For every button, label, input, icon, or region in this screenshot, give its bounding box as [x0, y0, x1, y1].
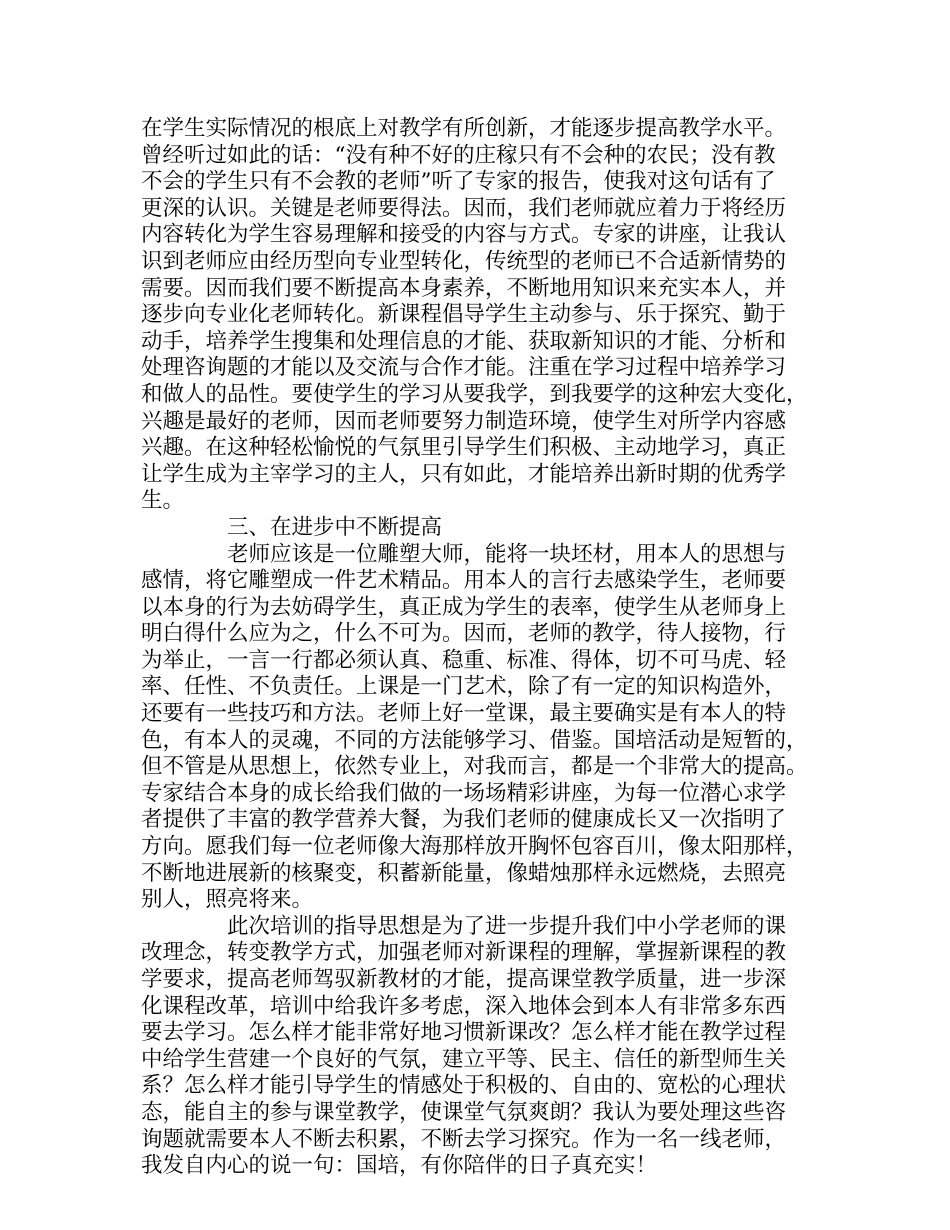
- text-line: 询题就需要本人不断去积累，不断去学习探究。作为一名一线老师，: [141, 1126, 787, 1152]
- text-line: 改理念，转变教学方式，加强老师对新课程的理解，掌握新课程的教: [141, 940, 787, 966]
- text-line: 在学生实际情况的根底上对教学有所创新，才能逐步提高教学水平。: [141, 116, 787, 141]
- text-line: 老师应该是一位雕塑大师，能将一块坯材，用本人的思想与: [227, 541, 787, 567]
- text-line: 和做人的品性。要使学生的学习从要我学，到我要学的这种宏大变化，: [141, 381, 808, 407]
- text-line: 明白得什么应为之，什么不可为。因而，老师的教学，待人接物，行: [141, 621, 787, 647]
- text-line: 兴趣。在这种轻松愉悦的气氛里引导学生们积极、主动地学习，真正: [141, 435, 787, 461]
- text-line: 处理咨询题的才能以及交流与合作才能。注重在学习过程中培养学习: [141, 355, 787, 381]
- text-line: 不会的学生只有不会教的老师”听了专家的报告，使我对这句话有了: [141, 169, 776, 195]
- text-line: 学要求，提高老师驾驭新教材的才能，提高课堂教学质量，进一步深: [141, 967, 787, 992]
- text-line: 还要有一些技巧和方法。老师上好一堂课，最主要确实是有本人的特: [141, 701, 787, 727]
- text-line: 为举止，一言一行都必须认真、稳重、标准、得体，切不可马虎、轻: [141, 647, 787, 673]
- text-line: 态，能自主的参与课堂教学，使课堂气氛爽朗？我认为要处理这些咨: [141, 1099, 787, 1125]
- text-line: 三、在进步中不断提高: [227, 514, 443, 540]
- text-line: 更深的认识。关键是老师要得法。因而，我们老师就应着力于将经历: [141, 195, 787, 221]
- text-line: 化课程改革，培训中给我许多考虑，深入地体会到本人有非常多东西: [141, 993, 787, 1019]
- text-line: 兴趣是最好的老师，因而老师要努力制造环境，使学生对所学内容感: [141, 408, 787, 434]
- text-line: 我发自内心的说一句：国培，有你陪伴的日子真充实！: [141, 1153, 658, 1179]
- text-line: 系？怎么样才能引导学生的情感处于积极的、自由的、宽松的心理状: [141, 1073, 787, 1099]
- text-line: 曾经听过如此的话：“没有种不好的庄稼只有不会种的农民；没有教: [141, 142, 776, 168]
- text-line: 此次培训的指导思想是为了进一步提升我们中小学老师的课: [227, 913, 787, 939]
- text-line: 要去学习。怎么样才能非常好地习惯新课改？怎么样才能在教学过程: [141, 1020, 787, 1046]
- text-line: 不断地进展新的核聚变，积蓄新能量，像蜡烛那样永远燃烧，去照亮: [141, 860, 787, 886]
- text-line: 者提供了丰富的教学营养大餐，为我们老师的健康成长又一次指明了: [141, 807, 787, 833]
- text-line: 识到老师应由经历型向专业型转化，传统型的老师已不合适新情势的: [141, 248, 787, 274]
- text-line: 感情，将它雕塑成一件艺术精品。用本人的言行去感染学生，老师要: [141, 568, 787, 594]
- text-line: 但不管是从思想上，依然专业上，对我而言，都是一个非常大的提高。: [141, 754, 808, 780]
- document-body-text: [141, 116, 831, 1180]
- text-line: 生。: [141, 488, 185, 514]
- text-line: 率、任性、不负责任。上课是一门艺术，除了有一定的知识构造外，: [141, 674, 787, 700]
- text-line: 需要。因而我们要不断提高本身素养，不断地用知识来充实本人，并: [141, 275, 787, 301]
- text-line: 动手，培养学生搜集和处理信息的才能、获取新知识的才能、分析和: [141, 328, 787, 354]
- text-line: 中给学生营建一个良好的气氛，建立平等、民主、信任的新型师生关: [141, 1046, 787, 1072]
- text-line: 专家结合本身的成长给我们做的一场场精彩讲座，为每一位潜心求学: [141, 780, 787, 806]
- text-line: 逐步向专业化老师转化。新课程倡导学生主动参与、乐于探究、勤于: [141, 302, 787, 328]
- text-line: 方向。愿我们每一位老师像大海那样放开胸怀包容百川，像太阳那样，: [141, 834, 808, 860]
- text-line: 以本身的行为去妨碍学生，真正成为学生的表率，使学生从老师身上: [141, 594, 787, 620]
- text-line: 内容转化为学生容易理解和接受的内容与方式。专家的讲座，让我认: [141, 222, 787, 248]
- text-line: 别人，照亮将来。: [141, 887, 314, 913]
- text-line: 色，有本人的灵魂，不同的方法能够学习、借鉴。国培活动是短暂的，: [141, 727, 808, 753]
- text-line: 让学生成为主宰学习的主人，只有如此，才能培养出新时期的优秀学: [141, 461, 787, 487]
